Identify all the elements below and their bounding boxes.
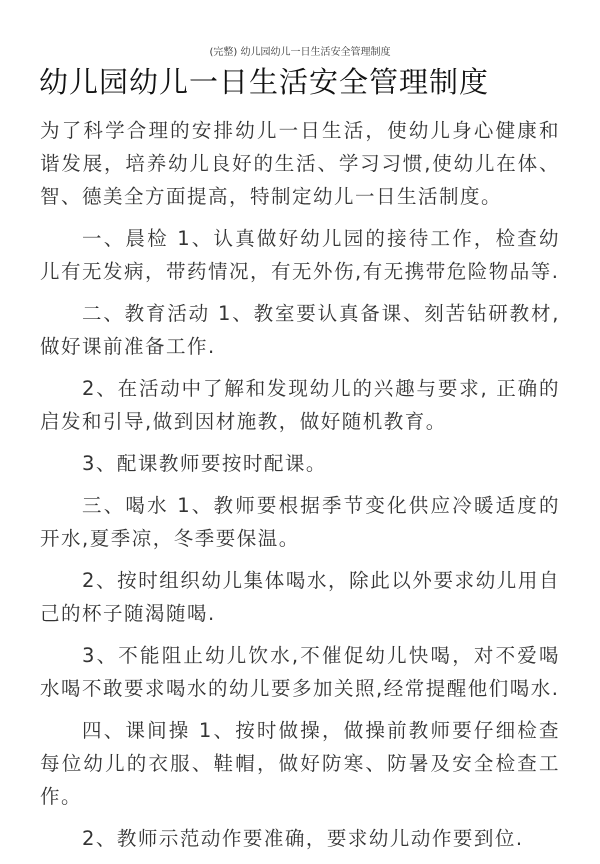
paragraph-education-2: 2、在活动中了解和发现幼儿的兴趣与要求, 正确的启发和引导,做到因材施教，做好随机教育。: [40, 377, 560, 433]
paragraph-exercise-2: 2、教师示范动作要准确，要求幼儿动作要到位.: [82, 827, 524, 850]
paragraph-drinking-1: 三、喝水 1、教师要根据季节变化供应冷暖适度的开水,夏季凉，冬季要保温。: [40, 494, 560, 550]
paragraph-education-3: 3、配课教师要按时配课。: [82, 452, 327, 475]
paragraph-drinking-3: 3、不能阻止幼儿饮水,不催促幼儿快喝，对不爱喝水喝不敢要求喝水的幼儿要多加关照,经常提醒他们喝水.: [40, 644, 560, 700]
paragraph-drinking-2: 2、按时组织幼儿集体喝水，除此以外要求幼儿用自己的杯子随渴随喝.: [40, 569, 560, 625]
paragraph-education-1: 二、教育活动 1、教室要认真备课、刻苦钻研教材,做好课前准备工作.: [40, 302, 560, 358]
document-body: [40, 114, 560, 864]
paragraph-exercise-1: 四、课间操 1、按时做操，做操前教师要仔细检查每位幼儿的衣服、鞋帽，做好防寒、防暑及安全检查工作。: [40, 719, 560, 808]
paragraph-morning-check: 一、晨检 1、认真做好幼儿园的接待工作，检查幼儿有无发病，带药情况，有无外伤,有无携带危险物品等.: [40, 227, 560, 283]
running-header: (完整) 幼儿园幼儿一日生活安全管理制度: [209, 47, 391, 58]
document-title: 幼儿园幼儿一日生活安全管理制度: [39, 65, 490, 99]
intro-paragraph: 为了科学合理的安排幼儿一日生活，使幼儿身心健康和谐发展，培养幼儿良好的生活、学习习惯,使幼儿在体、智、德美全方面提高，特制定幼儿一日生活制度。: [40, 119, 560, 208]
